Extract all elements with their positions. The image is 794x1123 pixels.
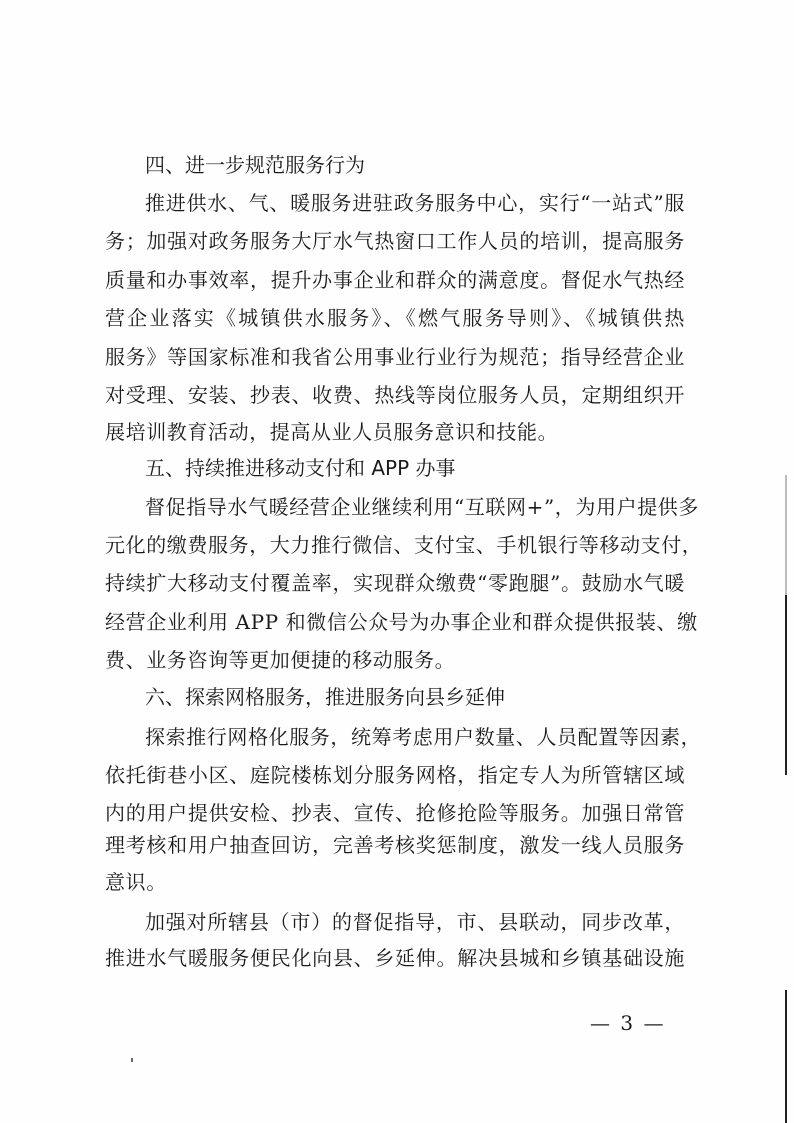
paragraph-line: 经营企业利用 APP 和微信公众号为办事企业和群众提供报装、缴 [105,610,698,634]
section-heading-5: 五、持续推进移动支付和 APP 办事 [145,456,456,480]
paragraph-line: 加强对所辖县（市）的督促指导，市、县联动，同步改革， [145,910,685,934]
paragraph-line: 务；加强对政务服务大厅水气热窗口工作人员的培训，提高服务 [105,229,685,253]
paragraph-line: 服务》等国家标准和我省公用事业行业行为规范；指导经营企业 [105,345,685,369]
paragraph-line: 依托街巷小区、庭院楼栋划分服务网格，指定专人为所管辖区域 [105,763,685,787]
paragraph-line: 理考核和用户抽查回访，完善考核奖惩制度，激发一线人员服务 [105,833,685,857]
scan-edge-artifact [785,475,787,595]
paragraph-line: 推进水气暖服务便民化向县、乡延伸。解决县城和乡镇基础设施 [105,946,685,970]
paragraph-line: 内的用户提供安检、抄表、宣传、抢修抢险等服务。加强日常管 [105,801,685,825]
section-heading-6: 六、探索网格服务，推进服务向县乡延伸 [145,685,505,709]
scan-edge-artifact [785,990,787,1123]
paragraph-line: 推进供水、气、暖服务进驻政务服务中心，实行“一站式”服 [145,191,685,215]
paragraph-line: 探索推行网格化服务，统筹考虑用户数量、人员配置等因素， [145,725,702,749]
scan-edge-artifact [785,595,787,775]
paragraph-line: 督促指导水气暖经营企业继续利用“互联网+”，为用户提供多 [145,495,700,519]
paragraph-line: 展培训教育活动，提高从业人员服务意识和技能。 [105,420,559,444]
paragraph-line: 质量和办事效率，提升办事企业和群众的满意度。督促水气热经 [105,268,685,292]
paragraph-line: 营企业落实《城镇供水服务》、《燃气服务导则》、《城镇供热 [105,306,685,330]
page-number: — 3 — [590,1011,666,1035]
paragraph-line: 元化的缴费服务，大力推行微信、支付宝、手机银行等移动支付， [105,533,703,557]
section-heading-4: 四、进一步规范服务行为 [145,153,365,177]
scan-speck [131,1058,133,1062]
paragraph-line: 对受理、安装、抄表、收费、热线等岗位服务人员，定期组织开 [105,383,685,407]
paragraph-line: 意识。 [105,870,167,894]
paragraph-line: 持续扩大移动支付覆盖率，实现群众缴费“零跑腿”。鼓励水气暖 [105,571,685,595]
paragraph-line: 费、业务咨询等更加便捷的移动服务。 [105,648,456,672]
